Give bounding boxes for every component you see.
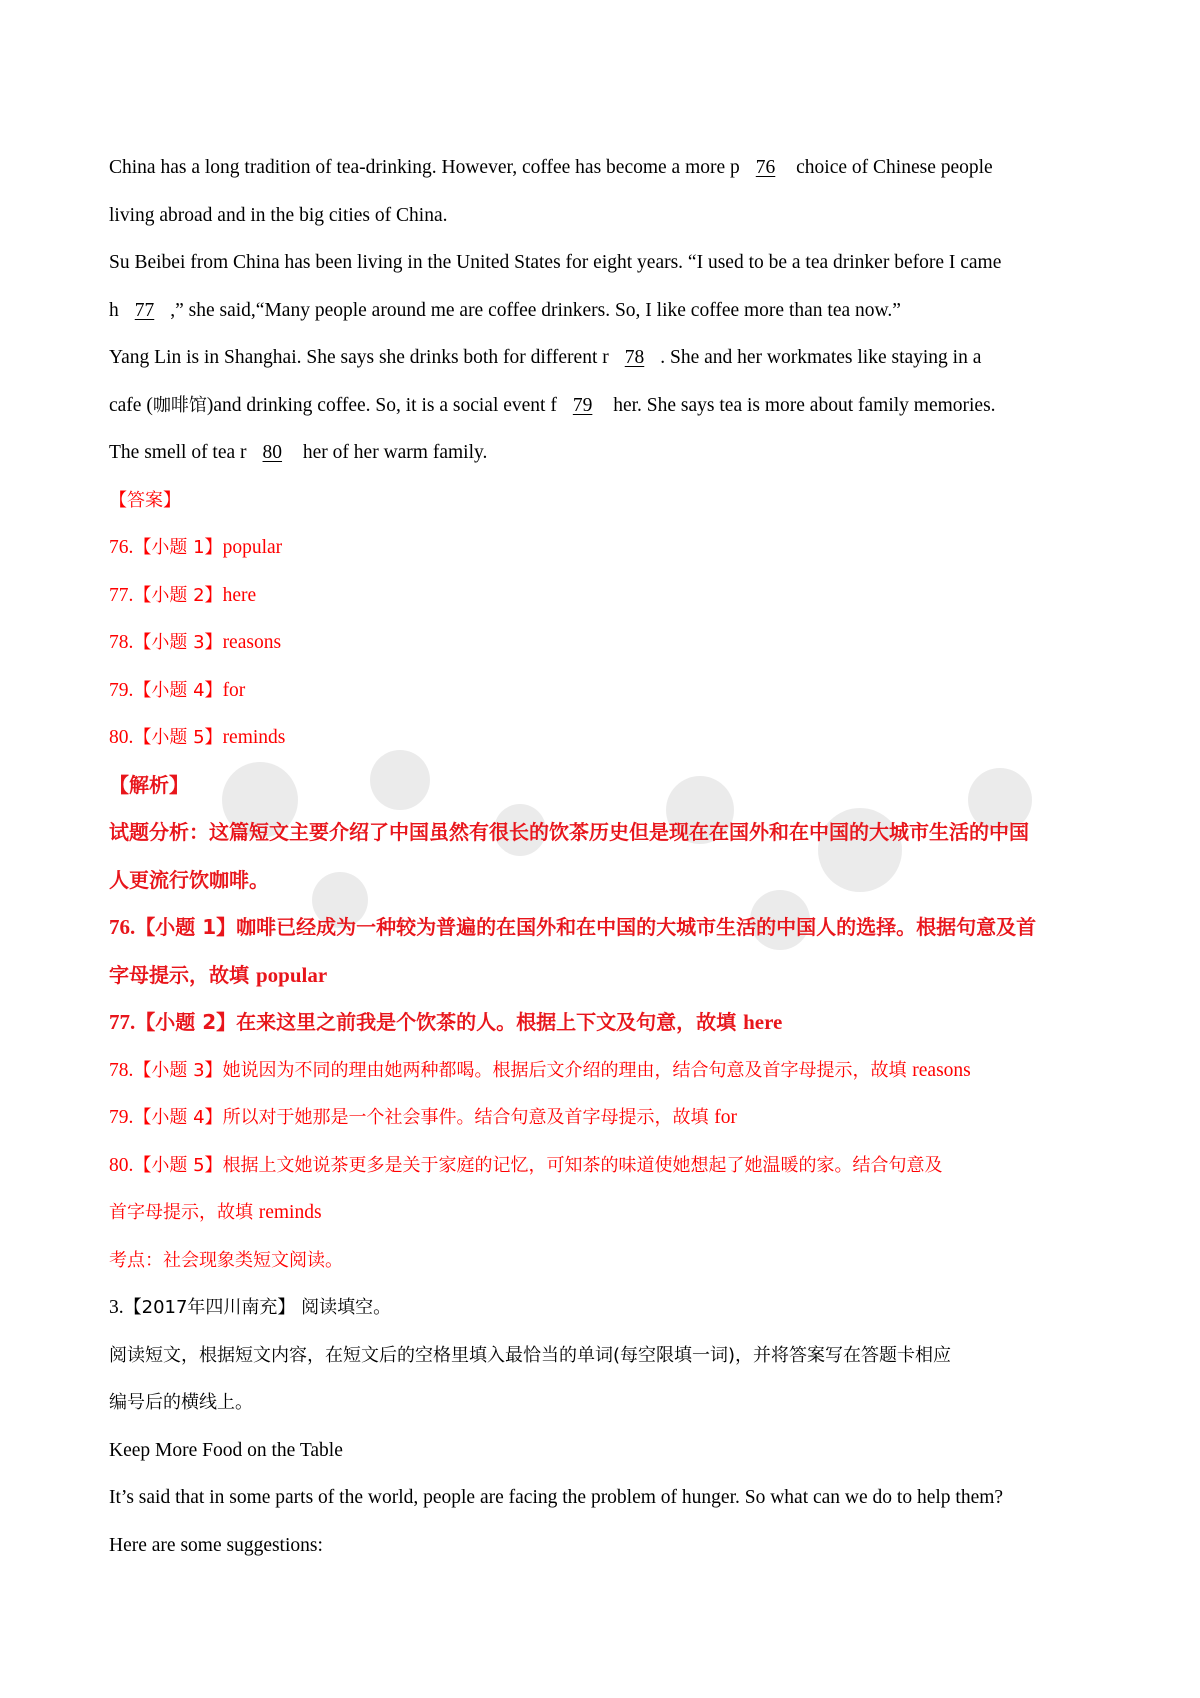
answer-item-76: 76.【小题 1】popular [109, 537, 283, 558]
analysis-q76-line2: 字母提示，故填 popular [109, 962, 328, 987]
answer-item-80: 80.【小题 5】reminds [109, 727, 286, 748]
analysis-q76: 76.【小题 1】咖啡已经成为一种较为普遍的在国外和在中国的大城市生活的中国人的选择。根据句意及首 [109, 915, 1037, 939]
analysis-intro-1: 试题分析：这篇短文主要介绍了中国虽然有很长的饮茶历史但是现在在国外和在中国的大城市生活的中国 [109, 820, 1029, 844]
answer-heading: 【答案】 [109, 489, 181, 511]
analysis-q77: 77.【小题 2】在来这里之前我是个饮茶的人。根据上下文及句意，故填 here [109, 1010, 783, 1034]
analysis-heading: 【解析】 [109, 772, 189, 797]
answer-item-78: 78.【小题 3】reasons [109, 632, 282, 653]
question-3-instruction-2: 编号后的横线上。 [109, 1392, 253, 1413]
answer-item-79: 79.【小题 4】for [109, 679, 246, 701]
passage-line-3: Su Beibei from China has been living in the United States for eight years. “I used to be a tea drinker before I came [109, 252, 1002, 273]
article-title: Keep More Food on the Table [109, 1439, 343, 1461]
blank-80: 80 [262, 442, 283, 463]
blank-78: 78 [624, 347, 645, 368]
analysis-q79: 79.【小题 4】所以对于她那是一个社会事件。结合句意及首字母提示，故填 for [109, 1107, 738, 1128]
article-para-1: It’s said that in some parts of the world, people are facing the problem of hunger. So what can we do to help them? [109, 1487, 1004, 1508]
article-para-2: Here are some suggestions: [109, 1534, 323, 1556]
passage-line-5: Yang Lin is in Shanghai. She says she drinks both for different r 78 . She and her workmates like staying in a [109, 334, 1109, 382]
analysis-intro-2: 人更流行饮咖啡。 [109, 867, 269, 892]
analysis-q80-line2: 首字母提示，故填 reminds [109, 1202, 322, 1223]
answer-item-77: 77.【小题 2】here [109, 584, 257, 606]
passage-line-7: The smell of tea r 80 her of her warm family. [109, 429, 1109, 477]
passage-line-1: China has a long tradition of tea-drinking. However, coffee has become a more p 76 choice of Chinese people [109, 144, 1109, 192]
blank-76: 76 [755, 157, 776, 178]
passage-line-4: h 77 ,” she said,“Many people around me are coffee drinkers. So, I like coffee more than tea now.” [109, 287, 1109, 335]
analysis-point: 考点：社会现象类短文阅读。 [109, 1249, 343, 1271]
question-3-header: 3.【2017年四川南充】 阅读填空。 [109, 1297, 392, 1318]
question-3-instruction-1: 阅读短文，根据短文内容，在短文后的空格里填入最恰当的单词(每空限填一词)，并将答案写在答题卡相应 [109, 1344, 952, 1366]
analysis-q80: 80.【小题 5】根据上文她说茶更多是关于家庭的记忆，可知茶的味道使她想起了她温暖的家。结合句意及 [109, 1154, 943, 1176]
document-page [109, 144, 1109, 1569]
analysis-q78: 78.【小题 3】她说因为不同的理由她两种都喝。根据后文介绍的理由，结合句意及首字母提示，故填 reasons [109, 1059, 971, 1081]
blank-77: 77 [134, 299, 155, 321]
passage-line-6: cafe (咖啡馆)and drinking coffee. So, it is a social event f 79 her. She says tea is more about family memories. [109, 382, 1109, 430]
passage-line-2: living abroad and in the big cities of China. [109, 204, 448, 226]
blank-79: 79 [572, 394, 593, 416]
